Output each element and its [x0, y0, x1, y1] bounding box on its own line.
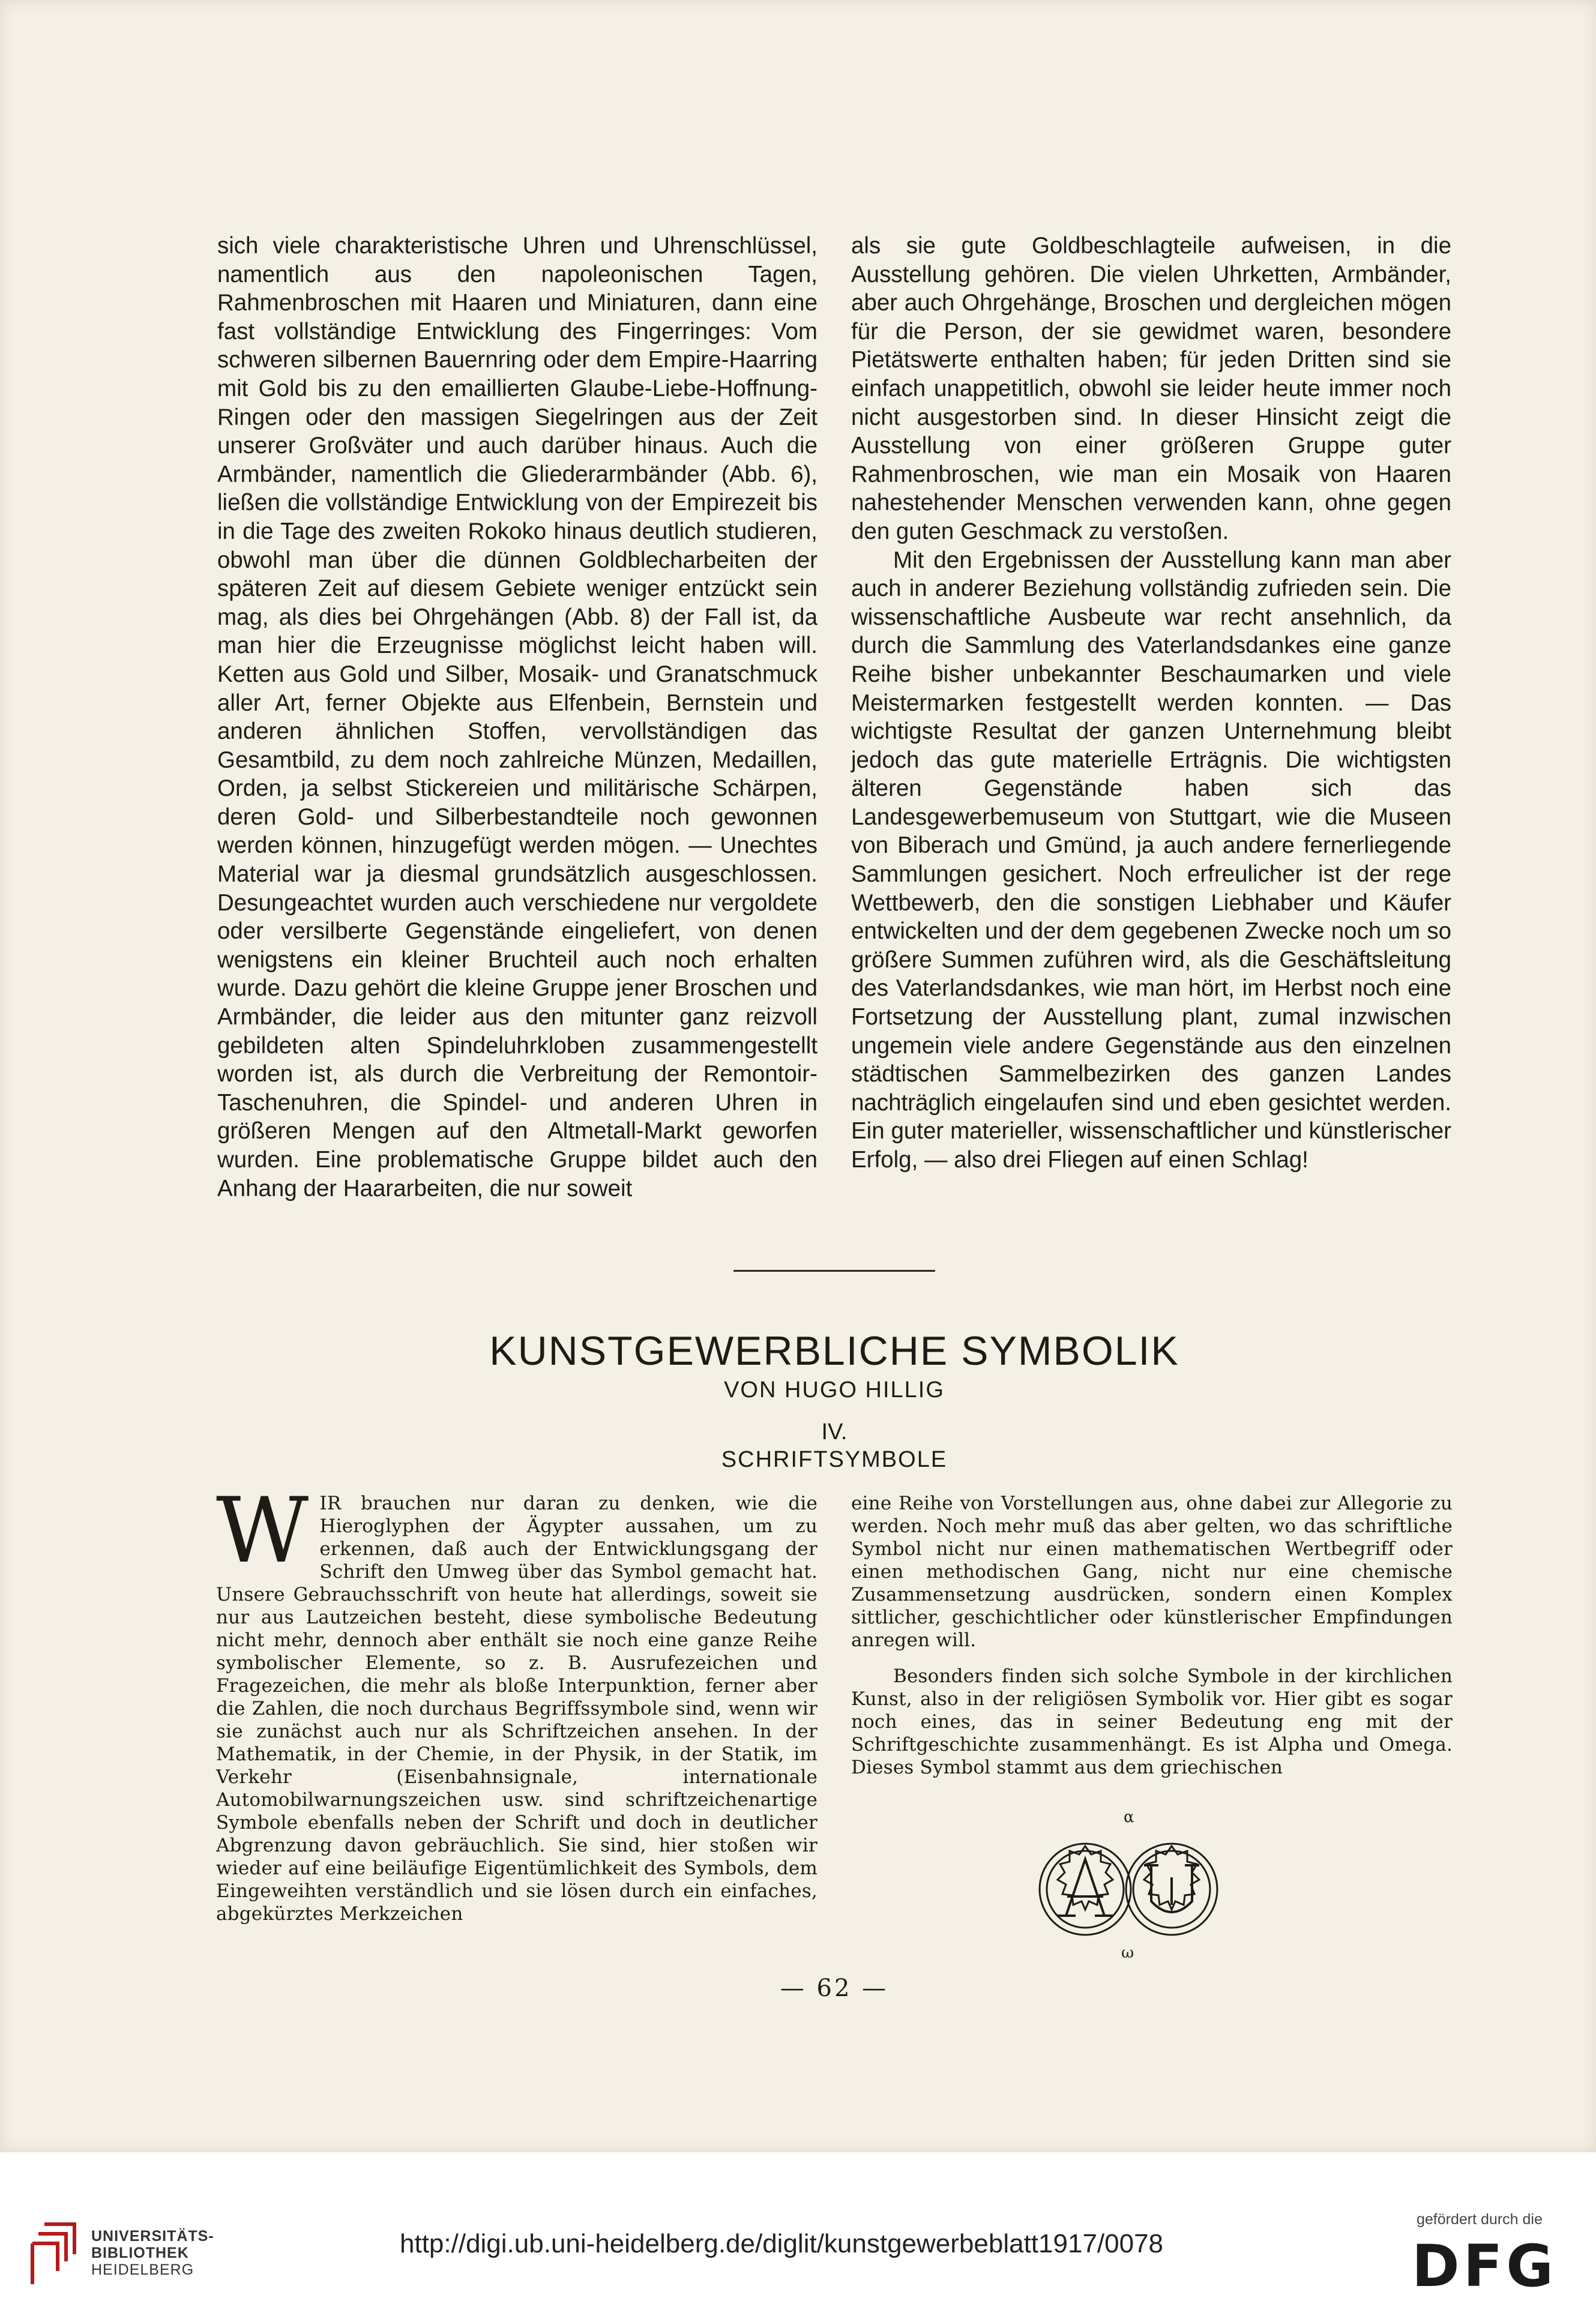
library-name-line-2: BIBLIOTHEK [91, 2245, 189, 2261]
upper-right-column [851, 232, 1451, 1175]
library-name-line-1: UNIVERSITÄTS- [91, 2228, 214, 2245]
article-title: KUNSTGEWERBLICHE SYMBOLIK [489, 1328, 1179, 1374]
article-left-column [216, 1479, 818, 1925]
alpha-label: α [1124, 1808, 1134, 1826]
section-title: SCHRIFTSYMBOLE [721, 1447, 948, 1472]
upper-left-paragraph: sich viele charakteristische Uhren und Uhrenschlüssel, namentlich aus den napoleonischen Tagen, Rahmenbroschen mit Haaren und Miniaturen, dann eine fast vollständige Entwicklung des Fingerringes: Vom schweren silbernen Bauernring oder dem Empire-Haarring mit Gold bis zu den emaillierten Glaube-Liebe-Hoffnung-Ringen oder den massigen Siegelringen aus der Zeit unserer Großväter und auch darüber hinaus. Auch die Armbänder, namentlich die Gliederarmbänder (Abb. 6), ließen die vollständige Entwicklung von der Empirezeit bis in die Tage des zweiten Rokoko hinaus deutlich studieren, obwohl man über die dünnen Goldblecharbeiten der späteren Zeit auf diesem Gebiete weniger entzückt sein mag, als dies bei Ohrgehängen (Abb. 8) der Fall ist, da man hier die Erzeugnisse möglichst leicht haben will. Ketten aus Gold und Silber, Mosaik- und Granatschmuck aller Art, ferner Objekte aus Elfenbein, Bernstein und anderen ähnlichen Stoffen, vervollständigen das Gesamtbild, zu dem noch zahlreiche Münzen, Medaillen, Orden, ja selbst Stickereien und militärische Schärpen, deren Gold- und Silberbestandteile noch gewonnen werden können, hinzugefügt werden mögen. — Unechtes Material war ja diesmal grundsätzlich ausgeschlossen. Desungeachtet wurden auch verschiedene nur vergoldete oder versilberte Gegenstände eingeliefert, von denen wenigstens ein kleiner Bruchteil auch noch erhalten wurde. Dazu gehört die kleine Gruppe jener Broschen und Armbänder, die leider aus den mitunter ganz reizvoll gebildeten alten Spindeluhrkloben zusammengestellt worden ist, als durch die Verbreitung der Remontoir-Taschenuhren, die Spindel- und anderen Uhren in größeren Mengen auf den Altmetall-Markt geworfen wurden. Eine problematische Gruppe bildet auch den Anhang der Haararbeiten, die nur soweit [217, 233, 818, 1202]
upper-right-paragraph-1: als sie gute Goldbeschlagteile aufweisen, in die Ausstellung gehören. Die vielen Uhrketten, Armbänder, aber auch Ohrgehänge, Broschen und dergleichen mögen für die Person, der sie gewidmet waren, besondere Pietätswerte enthalten haben; für jeden Dritten sind sie einfach unappetitlich, obwohl sie leider heute immer noch nicht ausgestorben sind. In dieser Hinsicht zeigt die Ausstellung von einer größeren Gruppe guter Rahmenbroschen, wie man ein Mosaik von Haaren nahestehender Menschen verwenden kann, ohne gegen den guten Geschmack zu verstoßen. [851, 233, 1451, 544]
funding-label: gefördert durch die [1417, 2211, 1543, 2228]
library-name [91, 2228, 214, 2278]
omega-label: ω [1121, 1944, 1134, 1962]
upper-left-column [217, 232, 818, 1203]
page-number: — 62 — [780, 1975, 889, 2002]
article-author: VON HUGO HILLIG [724, 1377, 945, 1403]
source-url-link[interactable]: http://digi.ub.uni-heidelberg.de/diglit/kunstgewerbeblatt1917/0078 [400, 2229, 1164, 2258]
upper-right-paragraph-2: Mit den Ergebnissen der Ausstellung kann man aber auch in anderer Beziehung vollständig zufrieden sein. Die wissenschaftliche Ausbeute war recht ansehnlich, da durch die Sammlung des Vaterlandsdankes eine ganze Reihe bisher unbekannter Beschaumarken und viele Meistermarken festgestellt werden konnten. — Das wichtigste Resultat der ganzen Unternehmung bleibt jedoch das gute materielle Erträgnis. Die wichtigsten älteren Gegenstände haben sich das Landesgewerbemuseum von Stuttgart, wie die Museen von Biberach und Gmünd, ja auch andere fernerliegende Sammlungen gesichert. Noch erfreulicher ist der rege Wettbewerb, den die sonstigen Liebhaber und Käufer entwickelten und der dem gegebenen Zwecke noch um so größere Summen zuführen wird, als die Geschäftsleitung des Vaterlandsdankes, wie man hört, im Herbst noch eine Fortsetzung der Ausstellung plant, zumal inzwischen ungemein viele andere Gegenstände aus den einzelnen städtischen Sammelbezirken des ganzen Landes nachträglich eingelaufen sind und eben gesichtet werden. Ein guter materieller, wissenschaftlicher und künstlerischer Erfolg, — also drei Fliegen auf einen Schlag! [851, 547, 1451, 1173]
drop-cap: W [216, 1479, 309, 1583]
article-right-column [851, 1492, 1453, 1779]
section-separator-rule [733, 1270, 935, 1272]
article-right-paragraph-2: Besonders finden sich solche Symbole in der kirchlichen Kunst, also in der religiösen Symbolik vor. Hier gibt es sogar noch eines, das in seiner Bedeutung eng mit der Schriftgeschichte zusammenhängt. Es ist Alpha und Omega. Dieses Symbol stammt aus dem griechischen [851, 1665, 1453, 1778]
article-left-paragraph: IR brauchen nur daran zu denken, wie die Hieroglyphen der Ägypter aussahen, um zu erkennen, daß auch der Entwicklungsgang der Schrift den Umweg über das Symbol gemacht hat. Unsere Gebrauchsschrift von heute hat allerdings, soweit sie nur aus Lautzeichen besteht, diese symbolische Bedeutung nicht mehr, dennoch aber enthält sie noch eine ganze Reihe symbolischer Elemente, so z. B. Ausrufezeichen und Fragezeichen, die mehr als bloße Interpunktion, ferner aber die Zahlen, die noch durchaus Begriffssymbole sind, wenn wir sie zunächst auch nur als Schriftzeichen ansehen. In der Mathematik, in der Chemie, in der Physik, in der Statik, im Verkehr (Eisenbahnsignale, internationale Automobilwarnungszeichen usw. sind schriftzeichenartige Symbole ebenfalls neben der Schrift und doch in deutlicher Abgrenzung davon gebräuchlich. Sie sind, hier stoßen wir wieder auf eine beiläufige Eigentümlichkeit des Symbols, dem Eingeweihten verständlich und sie lösen durch ein einfaches, abgekürztes Merkzeichen [216, 1493, 818, 1925]
viewer-footer [0, 2152, 1596, 2307]
library-name-line-3: HEIDELBERG [91, 2261, 194, 2278]
dfg-logo: DFG [1412, 2233, 1558, 2300]
article-right-paragraph-1: eine Reihe von Vorstellungen aus, ohne dabei zur Allegorie zu werden. Noch mehr muß das aber gelten, wo das schriftliche Symbol nicht nur einen mathematischen Wertbegriff oder einen methodischen Gang, nicht nur eine chemische Zusammensetzung ausdrücken, sondern einen Komplex sittlicher, geschichtlicher oder künstlerischer Empfindungen anregen will. [851, 1493, 1453, 1651]
section-number: IV. [821, 1419, 848, 1445]
library-logo-icon [26, 2218, 84, 2288]
alpha-omega-symbol-figure [1034, 1806, 1223, 1966]
